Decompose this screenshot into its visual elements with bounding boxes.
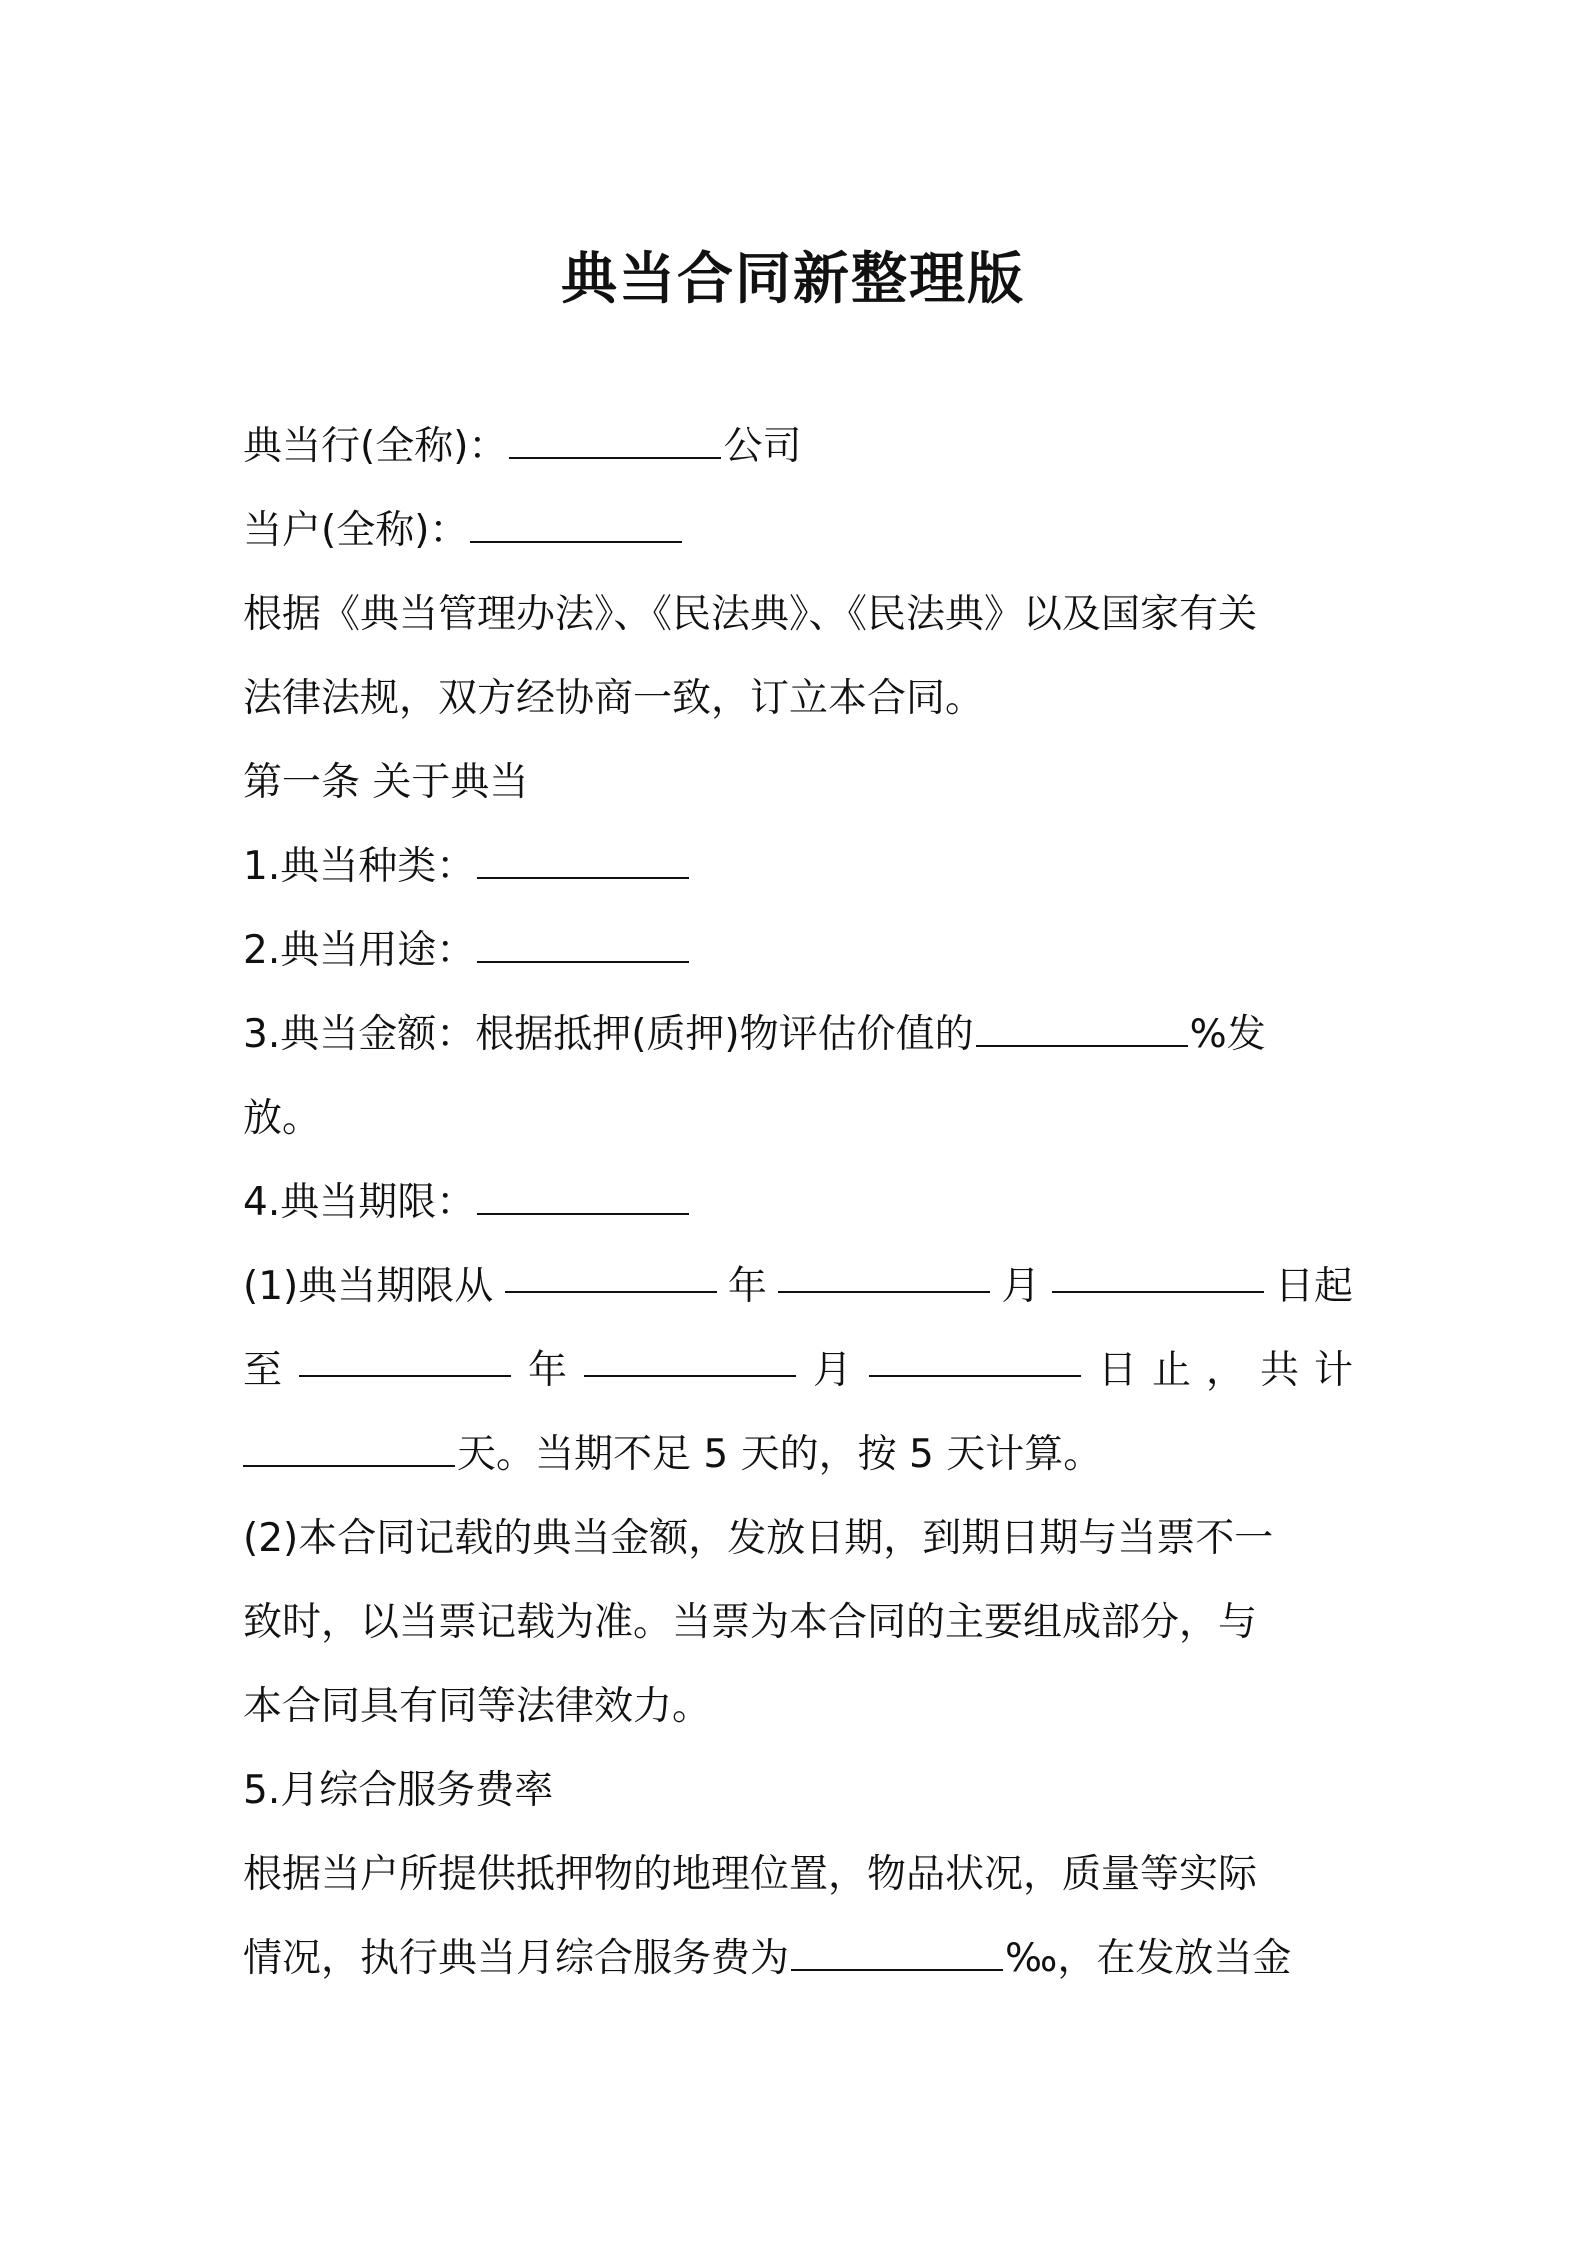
start-year-blank xyxy=(505,1245,717,1293)
service-fee-line-2 xyxy=(243,1917,1353,2001)
pawn-purpose-line xyxy=(243,909,1353,993)
end-day-blank xyxy=(869,1329,1081,1377)
pawn-term-blank xyxy=(477,1167,689,1215)
total-label-a: 共 xyxy=(1259,1348,1299,1393)
preamble-line-1: 根据《典当管理办法》、《民法典》、《民法典》以及国家有关 xyxy=(243,592,1258,637)
end-comma: ， xyxy=(1205,1348,1245,1393)
term-start-prefix: (1)典当期限从 xyxy=(243,1264,494,1309)
total-days-blank xyxy=(243,1419,455,1467)
start-month-label: 月 xyxy=(1001,1264,1041,1309)
term-to-label: 至 xyxy=(243,1348,283,1393)
end-month-blank xyxy=(584,1329,796,1377)
pawn-type-line xyxy=(243,825,1353,909)
start-month-blank xyxy=(778,1245,990,1293)
document-body xyxy=(243,405,1353,2001)
term-days-text: 天。当期不足 5 天的，按 5 天计算。 xyxy=(457,1432,1103,1477)
service-fee-rate-blank xyxy=(791,1923,1003,1971)
term2-line-3: 本合同具有同等法律效力。 xyxy=(243,1684,712,1729)
pawn-term-label: 4.典当期限： xyxy=(243,1180,476,1225)
end-day-label-b: 止 xyxy=(1151,1348,1191,1393)
pawn-amount-percent-blank xyxy=(976,999,1188,1047)
pawner-name-blank xyxy=(470,495,682,543)
start-day-blank xyxy=(1052,1245,1264,1293)
pawnshop-name-line xyxy=(243,405,1353,489)
pawnshop-name-blank xyxy=(509,411,721,459)
pawn-amount-suffix: %发 xyxy=(1189,1012,1266,1057)
pawn-type-blank xyxy=(477,831,689,879)
term2-line-2: 致时，以当票记载为准。当票为本合同的主要组成部分，与 xyxy=(243,1600,1258,1645)
term-start-line xyxy=(243,1245,1353,1329)
pawnshop-label: 典当行(全称)： xyxy=(243,424,508,469)
pawner-name-line xyxy=(243,489,1353,573)
document-title: 典当合同新整理版 xyxy=(561,247,1025,312)
end-day-label-a: 日 xyxy=(1097,1348,1137,1393)
service-fee-line-1: 根据当户所提供抵押物的地理位置，物品状况，质量等实际 xyxy=(243,1852,1258,1897)
total-label-b: 计 xyxy=(1313,1348,1353,1393)
service-fee-suffix: ‰，在发放当金 xyxy=(1005,1936,1292,1981)
pawnshop-suffix: 公司 xyxy=(723,424,802,469)
article-1-heading: 第一条 关于典当 xyxy=(243,760,529,805)
pawn-purpose-blank xyxy=(477,915,689,963)
preamble-line-2: 法律法规，双方经协商一致，订立本合同。 xyxy=(243,676,985,721)
pawn-type-label: 1.典当种类： xyxy=(243,844,476,889)
end-year-blank xyxy=(299,1329,511,1377)
term2-line-1: (2)本合同记载的典当金额，发放日期，到期日期与当票不一 xyxy=(243,1516,1274,1561)
service-fee-heading: 5.月综合服务费率 xyxy=(243,1768,554,1813)
pawner-label: 当户(全称)： xyxy=(243,508,469,553)
end-year-label: 年 xyxy=(527,1348,567,1393)
term-days-line xyxy=(243,1413,1353,1497)
pawn-term-line xyxy=(243,1161,1353,1245)
pawn-amount-text: 3.典当金额：根据抵押(质押)物评估价值的 xyxy=(243,1012,974,1057)
start-day-label: 日起 xyxy=(1274,1264,1353,1309)
term-end-line xyxy=(243,1329,1353,1413)
start-year-label: 年 xyxy=(727,1264,767,1309)
pawn-amount-continuation: 放。 xyxy=(243,1096,322,1141)
end-month-label: 月 xyxy=(812,1348,852,1393)
service-fee-prefix: 情况，执行典当月综合服务费为 xyxy=(243,1936,790,1981)
pawn-amount-line xyxy=(243,993,1353,1077)
pawn-purpose-label: 2.典当用途： xyxy=(243,928,476,973)
